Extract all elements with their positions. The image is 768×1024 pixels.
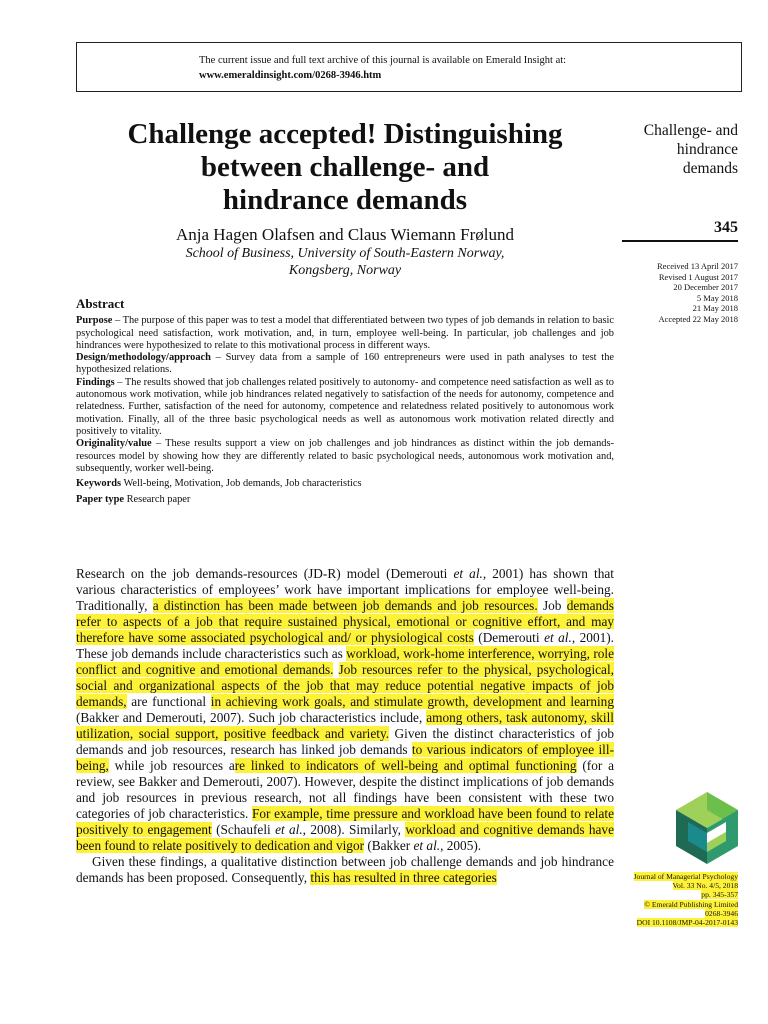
article-history-dates <box>600 261 738 325</box>
body-italic-run: et al. <box>275 822 303 837</box>
running-head-line: hindrance <box>676 141 738 158</box>
highlighted-text: to various indicators of employee ill-being, <box>76 742 614 773</box>
keywords-label: Keywords <box>76 478 122 490</box>
purpose-label: Purpose <box>76 315 113 327</box>
history-date: 5 May 2018 <box>696 292 738 303</box>
body-paragraph-2 <box>76 854 614 886</box>
page-number-rule <box>622 240 738 242</box>
journal-volume: Vol. 33 No. 4/5, 2018 <box>672 881 738 891</box>
body-text-run: (Demerouti <box>473 630 545 645</box>
abstract-section <box>76 298 614 507</box>
originality-label: Originality/value <box>76 438 152 450</box>
keywords <box>76 478 614 490</box>
journal-url-link[interactable]: www.emeraldinsight.com/0268-3946.htm <box>199 70 382 81</box>
history-date: 21 May 2018 <box>692 303 738 314</box>
purpose-text: – The purpose of this paper was to test a model that differentiated between two types of job demands in relation to basic psychological need satisfaction, work motivation, and, in turn, employee well-being. In particular, job challenges and job hindrances were hypothesized to relate to this motivational process in different ways. <box>76 315 614 351</box>
highlighted-text: in achieving work goals, and stimulate growth, development and learning <box>210 694 614 709</box>
abstract-purpose <box>76 315 614 352</box>
body-text-run: , 2001) has shown that various characteristics of employees’ work have important implications for employee well-being. Traditionally, <box>76 566 614 613</box>
body-text-run: (Bakker and Demerouti, 2007). Such job characteristics include, <box>76 710 427 725</box>
body-text-run: Research on the job demands-resources (JD-R) model (Demerouti <box>76 566 454 581</box>
highlighted-text: workload, work-home interference, worrying, role conflict and cognitive and emotional demands. <box>76 646 615 677</box>
body-text-run: , 2005). <box>440 838 482 853</box>
title-line: hindrance demands <box>222 184 468 216</box>
highlighted-text: workload and cognitive demands have been found to relate positively to dedication and vigor <box>76 822 614 853</box>
abstract-findings <box>76 377 614 438</box>
affiliation-line: School of Business, University of South-Eastern Norway, <box>185 246 505 261</box>
body-text-run: while job resources a <box>108 758 235 773</box>
affiliation-line: Kongsberg, Norway <box>288 263 402 278</box>
paper-type-label: Paper type <box>76 494 125 506</box>
running-head <box>612 121 738 178</box>
body-text-run: Given the distinct characteristics of job demands and job resources, research has linked job demands <box>76 726 614 757</box>
journal-pages: pp. 345-357 <box>701 890 738 900</box>
body-text-run: , 2008). Similarly, <box>302 822 406 837</box>
highlighted-text: Job resources refer to the physical, psychological, social and organizational aspects of the job that may reduce potential negative impacts of job demands, <box>76 662 614 709</box>
history-date: 20 December 2017 <box>673 282 738 293</box>
highlighted-text: demands refer to aspects of a job that require sustained physical, emotional or cognitive effort, and may therefore have some associated psychological and/ or physiological costs <box>76 598 614 645</box>
history-date: Revised 1 August 2017 <box>658 271 738 282</box>
authors: Anja Hagen Olafsen and Claus Wiemann Frølund <box>176 225 514 244</box>
keywords-text: Well-being, Motivation, Job demands, Job characteristics <box>121 478 362 490</box>
page-number: 345 <box>714 219 738 236</box>
highlighted-text: among others, task autonomy, skill utilization, social support, positive feedback and variety. <box>76 710 614 741</box>
originality-text: – These results support a view on job challenges and job hindrances as distinct within the job demands-resources model by showing how they are differently related to basic psychological needs, autonomous work motivation and, subsequently, worker well-being. <box>76 438 614 474</box>
abstract-design <box>76 352 614 377</box>
body-text <box>76 566 614 886</box>
findings-text: – The results showed that job challenges related positively to autonomy- and competence need satisfaction as well as to autonomous work motivation, while job hindrances related negatively to satisfaction of the needs for autonomy, competence and relatedness. Further, satisfaction of the need for autonomy, competence and relatedness related positively to autonomous work motivation. Finally, all of the three basic psychological needs as well as autonomous work motivation related directly and positively to vitality. <box>76 376 614 437</box>
paper-type <box>76 494 614 506</box>
body-text-run: Given these findings, a qualitative distinction between job challenge demands and job hindrance demands has been proposed. Consequently, <box>76 854 614 885</box>
history-date: Received 13 April 2017 <box>657 261 738 271</box>
title-line: between challenge- and <box>200 151 490 183</box>
abstract-heading: Abstract <box>76 296 125 311</box>
abstract-originality <box>76 438 614 475</box>
body-text-run: (for a review, see Bakker and Demerouti, 2007). However, despite the distinct implications of job demands and job resources in previous research, not all findings have been consistent with these two categories of job characteristics. <box>76 758 614 821</box>
body-text-run: , 2001). These job demands include characteristics such as <box>76 630 614 661</box>
affiliation <box>76 245 614 279</box>
journal-name: Journal of Managerial Psychology <box>633 872 738 881</box>
highlighted-text: this has resulted in three categories <box>310 870 497 885</box>
body-text-run: (Bakker <box>364 838 414 853</box>
design-text: – Survey data from a sample of 160 entrepreneurs were used in path analyses to test the hypothesized relations. <box>76 352 614 376</box>
notice-text: The current issue and full text archive of this journal is available on Emerald Insight at: <box>199 55 567 66</box>
highlighted-text: a distinction has been made between job demands and job resources. <box>152 598 538 613</box>
body-italic-run: et al. <box>413 838 441 853</box>
design-label: Design/methodology/approach <box>76 352 211 364</box>
running-head-line: Challenge- and <box>643 122 738 139</box>
running-head-line: demands <box>682 160 738 177</box>
highlighted-text: re linked to indicators of well-being and optimal functioning <box>234 758 577 773</box>
journal-availability-notice <box>76 42 742 92</box>
history-date: Accepted 22 May 2018 <box>658 313 738 324</box>
body-text-run: Job <box>537 598 567 613</box>
body-italic-run: et al. <box>453 566 483 581</box>
highlighted-text: For example, time pressure and workload have been found to relate positively to engagement <box>76 806 614 837</box>
title-line: Challenge accepted! Distinguishing <box>127 118 563 150</box>
article-title <box>76 118 614 217</box>
journal-doi: DOI 10.1108/JMP-04-2017-0143 <box>636 918 738 928</box>
body-text-run: are functional <box>126 694 211 709</box>
journal-publisher: © Emerald Publishing Limited <box>644 899 738 909</box>
paper-type-text: Research paper <box>124 494 191 506</box>
journal-info <box>618 872 738 927</box>
body-paragraph-1 <box>76 566 614 854</box>
emerald-publishing-logo <box>676 792 738 864</box>
body-italic-run: et al. <box>544 630 572 645</box>
findings-label: Findings <box>76 376 115 388</box>
body-text-run <box>333 662 338 677</box>
body-text-run: (Schaufeli <box>211 822 276 837</box>
journal-issn: 0268-3946 <box>705 908 738 918</box>
